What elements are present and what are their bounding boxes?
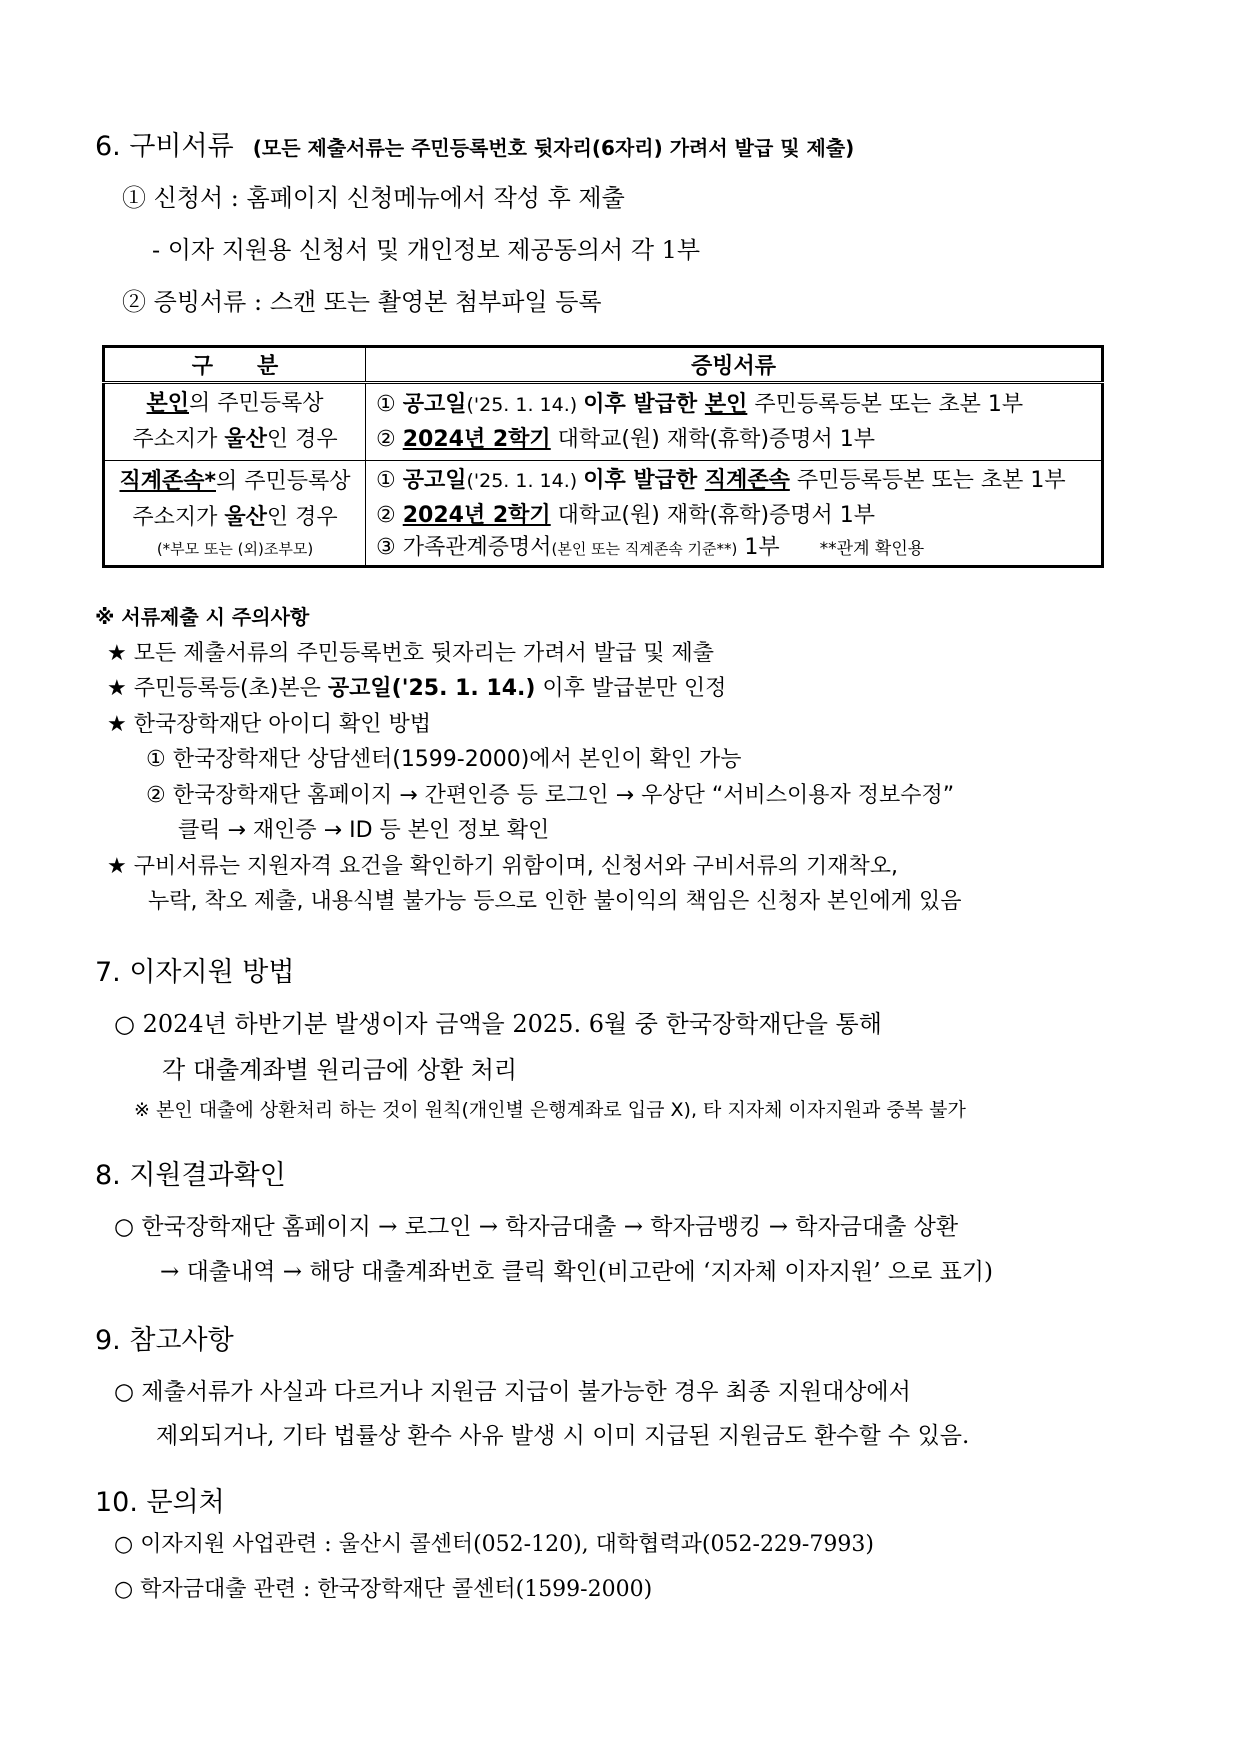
notice-date-label: 공고일 [402, 392, 467, 417]
s8-line1: ○ 한국장학재단 홈페이지 → 로그인 → 학자금대출 → 학자금뱅킹 → 학자금대출 상환 [114, 1214, 959, 1240]
star2-post: 이후 발급분만 인정 [535, 676, 727, 701]
s10-line1: ○ 이자지원 사업관련 : 울산시 콜센터(052-120), 대학협력과(052-229-7993) [114, 1532, 874, 1557]
notice-date-label: 공고일 [402, 468, 467, 493]
row2-lineal: 직계존속* [119, 469, 216, 494]
row1-doc-line1 [376, 387, 1101, 422]
notice-date: ('25. 1. 14.) [466, 470, 584, 492]
num-1: ① [376, 392, 403, 417]
row2-doc-line1 [376, 463, 1101, 498]
row2-ulsan: 울산 [224, 505, 267, 530]
row2-documents [366, 461, 1103, 567]
section-7-title: 7. 이자지원 방법 [95, 957, 295, 988]
s8-line2: → 대출내역 → 해당 대출계좌번호 클릭 확인(비고란에 ‘지자체 이자지원’ 으로 표기) [160, 1259, 993, 1285]
section-8-title: 8. 지원결과확인 [95, 1160, 286, 1191]
semester-label: 2024년 2학기 [402, 503, 551, 528]
s7-line1: ○ 2024년 하반기분 발생이자 금액을 2025. 6월 중 한국장학재단을 통해 [114, 1010, 882, 1038]
s10-line2: ○ 학자금대출 관련 : 한국장학재단 콜센터(1599-2000) [114, 1577, 653, 1602]
caution-star3: ★ 한국장학재단 아이디 확인 방법 [107, 712, 431, 737]
s6-item2: ② 증빙서류 : 스캔 또는 촬영본 첨부파일 등록 [122, 288, 602, 316]
caution-sub1: ① 한국장학재단 상담센터(1599-2000)에서 본인이 확인 가능 [146, 747, 742, 772]
num-1: ① [376, 468, 403, 493]
num-2: ② [376, 503, 403, 528]
issued-after: 이후 발급한 [583, 468, 705, 493]
table-row [104, 383, 1103, 461]
num-2: ② [376, 427, 403, 452]
caution-star1: ★ 모든 제출서류의 주민등록번호 뒷자리는 가려서 발급 및 제출 [107, 641, 714, 666]
notice-date: ('25. 1. 14.) [466, 394, 584, 416]
row1-doc2-rest: 대학교(원) 재학(휴학)증명서 1부 [550, 427, 876, 452]
s6-item1-sub: - 이자 지원용 신청서 및 개인정보 제공동의서 각 1부 [152, 236, 701, 264]
lineal-underlined: 직계존속 [704, 468, 790, 493]
section-10-title: 10. 문의처 [95, 1487, 225, 1518]
s6-item1: ① 신청서 : 홈페이지 신청메뉴에서 작성 후 제출 [122, 184, 625, 212]
relation-note: **관계 확인용 [819, 539, 925, 559]
row1-ulsan: 울산 [224, 427, 267, 452]
table-header-row [104, 347, 1103, 383]
header-documents: 증빙서류 [366, 347, 1103, 383]
caution-star4a: ★ 구비서류는 지원자격 요건을 확인하기 위함이며, 신청서와 구비서류의 기재착오, [107, 854, 898, 879]
row2-doc1-rest: 주민등록등본 또는 초본 1부 [789, 468, 1066, 493]
caution-star4b: 누락, 착오 제출, 내용식별 불가능 등으로 인한 불이익의 책임은 신청자 본인에게 있음 [148, 889, 962, 914]
star2-pre: ★ 주민등록등(초)본은 [107, 676, 328, 701]
row1-documents [366, 383, 1103, 461]
row2-cat-b-pre: 주소지가 [132, 505, 225, 530]
row2-cat-a: 의 주민등록상 [216, 469, 351, 494]
section-6-note: (모든 제출서류는 주민등록번호 뒷자리(6자리) 가려서 발급 및 제출) [252, 136, 855, 160]
s9-line1: ○ 제출서류가 사실과 다르거나 지원금 지급이 불가능한 경우 최종 지원대상에서 [114, 1379, 911, 1405]
row1-doc1-rest: 주민등록등본 또는 초본 1부 [747, 392, 1024, 417]
family-cert-basis: (본인 또는 직계존속 기준**) [551, 540, 738, 558]
s7-note: ※ 본인 대출에 상환처리 하는 것이 원칙(개인별 은행계좌로 입금 X), 타 지자체 이자지원과 중복 불가 [134, 1099, 966, 1121]
row2-cat-note: (*부모 또는 (외)조부모) [156, 540, 314, 558]
row1-cat-b-post: 인 경우 [266, 427, 338, 452]
caution-sub2a: ② 한국장학재단 홈페이지 → 간편인증 등 로그인 → 우상단 “서비스이용자 정보수정” [146, 783, 955, 808]
caution-star2 [107, 671, 726, 702]
row2-doc-line3 [376, 533, 1101, 563]
family-cert: 가족관계증명서 [402, 535, 552, 560]
issued-after: 이후 발급한 [583, 392, 705, 417]
header-category: 구 분 [104, 347, 366, 383]
row2-category [104, 461, 366, 567]
row1-cat-a: 의 주민등록상 [189, 391, 324, 416]
row2-cat-b-post: 인 경우 [266, 505, 338, 530]
s7-line2: 각 대출계좌별 원리금에 상환 처리 [162, 1056, 518, 1084]
caution-title: ※ 서류제출 시 주의사항 [95, 605, 310, 629]
family-cert-count: 1부 [737, 535, 780, 560]
documents-table [102, 345, 1104, 568]
table-row [104, 461, 1103, 567]
num-3: ③ [376, 535, 403, 560]
row2-doc-line2 [376, 498, 1101, 533]
semester-label: 2024년 2학기 [402, 427, 551, 452]
star2-bold: 공고일('25. 1. 14.) [327, 676, 536, 701]
row2-doc2-rest: 대학교(원) 재학(휴학)증명서 1부 [550, 503, 876, 528]
s9-line2: 제외되거나, 기타 법률상 환수 사유 발생 시 이미 지급된 지원금도 환수할 수 있음. [156, 1423, 970, 1449]
row1-doc-line2 [376, 422, 1101, 457]
row1-category [104, 383, 366, 461]
section-6-title: 6. 구비서류 [95, 131, 234, 162]
row1-cat-b-pre: 주소지가 [132, 427, 225, 452]
section-6-heading [95, 124, 854, 163]
section-9-title: 9. 참고사항 [95, 1325, 234, 1356]
self-underlined: 본인 [704, 392, 748, 417]
caution-sub2b: 클릭 → 재인증 → ID 등 본인 정보 확인 [178, 818, 550, 843]
row1-self: 본인 [146, 391, 189, 416]
